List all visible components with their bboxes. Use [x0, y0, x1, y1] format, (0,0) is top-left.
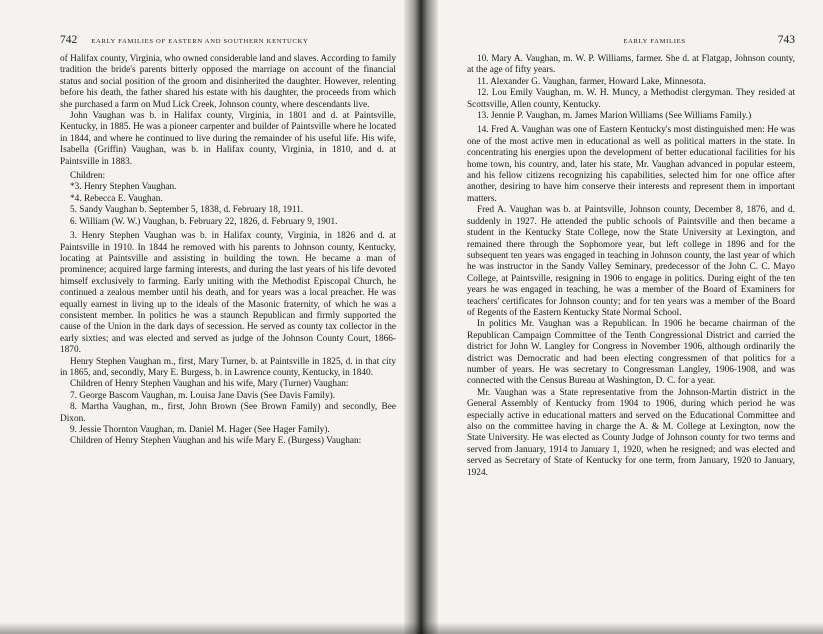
list-item: *3. Henry Stephen Vaughan. [70, 182, 177, 193]
right-running-title: EARLY FAMILIES [623, 38, 686, 45]
paragraph: Henry Stephen Vaughan m., first, Mary Turner, b. at Paintsville in 1825, d. in that city in 1865, and, secondly, Mary E. Burgess, b. in Lawrence county, Kentucky, in 1840. [60, 356, 396, 378]
list-item: 8. Martha Vaughan, m., first, John Brown (See Brown Family) and secondly, Bee Dixon. [60, 402, 396, 424]
list-item: 13. Jennie P. Vaughan, m. James Marion Williams (See Williams Family.) [477, 111, 752, 122]
left-running-title: EARLY FAMILIES OF EASTERN AND SOUTHERN KENTUCKY [91, 38, 309, 45]
list-item: 9. Jessie Thornton Vaughan, m. Daniel M. Hager (See Hager Family). [70, 425, 330, 435]
paragraph: In politics Mr. Vaughan was a Republican. In 1906 he became chairman of the Republican Campaign Committee of the Tenth Congressional District and carried the district for John W. Langley for Congress in November 1906, although ordinarily the district was Democratic and had been electing congressmen of that politics for a number of years. He was secretary to Congressman Langley, 1906-1908, and was connected with the Census Bureau at Washington, D. C. for a year. [467, 319, 795, 387]
left-page-number: 742 [60, 34, 78, 46]
page-edge-shadow [0, 622, 823, 634]
paragraph: of Halifax county, Virginia, who owned considerable land and slaves. According to family tradition the bride's parents bitterly opposed the marriage on account of the financial status and social position of the groom and disinherited the daughter. However, relenting before his death, the father shared his estate with his daughter, the proceeds from which she purchased a farm on Mud Lick Creek, Johnson county, where descendants live. [60, 54, 396, 110]
list-item: 7. George Bascom Vaughan, m. Louisa Jane Davis (See Davis Family). [70, 390, 336, 401]
left-page [60, 34, 396, 448]
list-item: 10. Mary A. Vaughan, m. W. P. Williams, farmer. She d. at Flatgap, Johnson county, at the age of fifty years. [467, 54, 795, 76]
paragraph: Fred A. Vaughan was b. at Paintsville, Johnson county, December 8, 1876, and d. suddenly in 1927. He attended the public schools of Paintsville and then became a student in the Kentucky State College, now the State University at Lexington, and remained there through the Sophomore year, but left college in 1896 and for the subsequent ten years was engaged in teaching in Johnson county, the last year of which he was instructor in the Sandy Valley Seminary, predecessor of the John C. C. Mayo College, at Paintsville, resigning in 1906 to engage in politics. During eight of the ten years he was engaged in teaching, he was a member of the Board of Examiners for teachers' certificates for Johnson county; and for ten years was a member of the Board of Regents of the Eastern Kentucky State Normal School. [467, 205, 795, 318]
list-item: 11. Alexander G. Vaughan, farmer, Howard Lake, Minnesota. [477, 76, 706, 87]
left-page-body [60, 54, 396, 448]
paragraph: Mr. Vaughan was a State representative from the Johnson-Martin district in the General Assembly of Kentucky from 1904 to 1906, during which period he was especially active in educational matters and served on the Educational Committee and also on the committee having in charge the A. & M. College at Lexington, now the State University. He was elected as County Judge of Johnson county for two terms and served from January, 1914 to January 1, 1920, when he resigned; and was elected and served as Secretary of State of Kentucky for one term, from January, 1920 to January, 1924. [467, 387, 795, 478]
right-page [467, 34, 795, 479]
list-item: *4. Rebecca E. Vaughan. [70, 193, 163, 204]
paragraph: Children of Henry Stephen Vaughan and his wife, Mary (Turner) Vaughan: [70, 379, 349, 390]
book-gutter [404, 0, 438, 634]
paragraph: 3. Henry Stephen Vaughan was b. in Halifax county, Virginia, in 1826 and d. at Paintsville in 1910. In 1844 he removed with his parents to Johnson county, Kentucky, locating at Paintsville and assisting in building the town. He became a man of prominence; acquired large farming interests, and during the last years of his life devoted himself exclusively to farming. Early uniting with the Methodist Episcopal Church, he continued a zealous member until his death, and for years was a local preacher. He was equally earnest in living up to the ideals of the Masonic fraternity, of which he was a consistent member. In politics he was a staunch Republican and firmly supported the cause of the Union in the dark days of secession. He served as county tax collector in the early sixties; and was elected and served as judge of the Johnson County Court, 1866-1870. [60, 231, 396, 356]
paragraph: Children of Henry Stephen Vaughan and his wife Mary E. (Burgess) Vaughan: [70, 436, 362, 447]
children-heading: Children: [70, 171, 106, 182]
left-running-head [60, 34, 396, 54]
right-page-body [467, 54, 795, 479]
right-running-head [467, 34, 795, 54]
paragraph: 14. Fred A. Vaughan was one of Eastern Kentucky's most distinguished men: He was one of the most active men in educational as well as political matters in the state. In concentrating his energies upon the development of better educational facilities for his home town, his country, and, later his state, Mr. Vaughan advanced in popular esteem, and his fellow citizens recognizing his capabilities, selected him for one office after another, desiring to have him conserve their interests and represent them in important matters. [467, 125, 795, 204]
list-item: 12. Lou Emily Vaughan, m. W. H. Muncy, a Methodist clergyman. They resided at Scottsville, Allen county, Kentucky. [467, 88, 795, 110]
list-item: 5. Sandy Vaughan b. September 5, 1838, d. February 18, 1911. [70, 205, 304, 216]
paragraph: John Vaughan was b. in Halifax county, Virginia, in 1801 and d. at Paintsville, Kentucky, in 1885. He was a pioneer carpenter and builder of Paintsville where he located in 1844, and where he continued to live during the remainder of his useful life. His wife, Isabella (Griffin) Vaughan, was b. in Halifax county, Virginia, in 1810, and d. at Paintsville in 1883. [60, 111, 396, 167]
list-item: 6. William (W. W.) Vaughan, b. February 22, 1826, d. February 9, 1901. [70, 216, 338, 227]
right-page-number: 743 [777, 34, 795, 46]
